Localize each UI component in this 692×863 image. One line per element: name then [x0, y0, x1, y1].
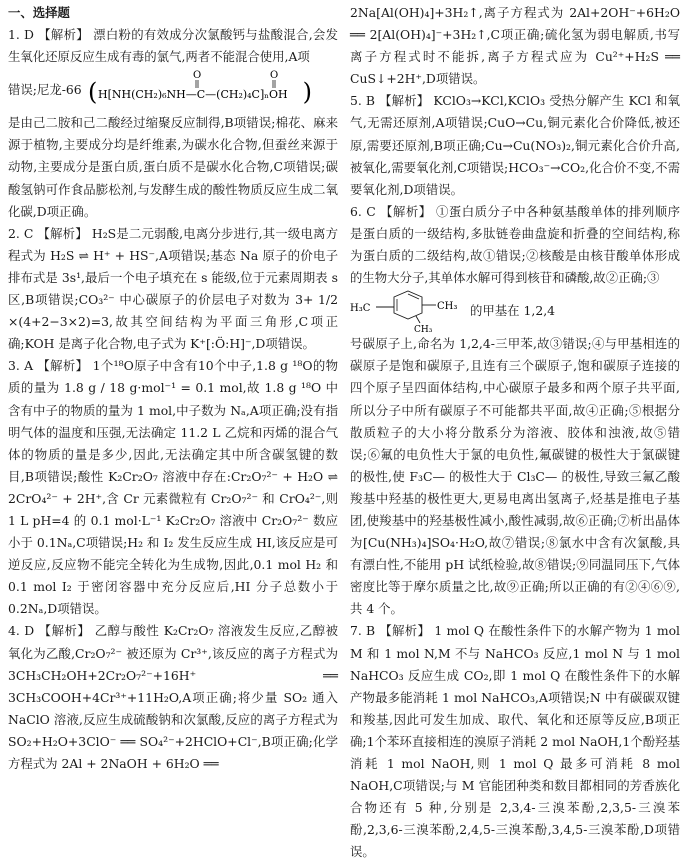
answer-4: 4. D 【解析】 乙醇与酸性 K₂Cr₂O₇ 溶液发生反应,乙醇被氧化为乙酸,Cr₂O₇²⁻ 被还原为 Cr³⁺,该反应的离子方程式为 3CH₃CH₂OH+2Cr₂O₇²⁻+16H⁺ ══ 3CH₃COOH+4Cr³⁺+11H₂O,A项正确;将少量 SO₂ 通入 NaClO 溶液,反应生成硫酸钠和次氯酸,反应的离子方程式为 SO₂+H₂O+3ClO⁻ ══ SO₄²⁻+2HClO+Cl⁻,B项正确;化学方程式为 2Al + 2NaOH + 6H₂O ══	[8, 623, 338, 771]
struct-label-bottom: CH₃	[414, 325, 433, 334]
answer-6-part-a: 6. C 【解析】 ①蛋白质分子中各种氨基酸单体的排列顺序是蛋白质的一级结构,多肽链卷曲盘旋和折叠的空间结构,称为蛋白质的二级结构,故①错误;②核酸是由核苷酸单体形成的生物大分子,其单体水解可得到核苷和磷酸,故②正确;③	[350, 203, 680, 286]
svg-text:H[NH(CH₂)₆NH—C—(CH₂)₄C]ₙOH: H[NH(CH₂)₆NH—C—(CH₂)₄C]ₙOH	[97, 88, 288, 102]
answer-4-continued: 2Na[Al(OH)₄]+3H₂↑,离子方程式为 2Al+2OH⁻+6H₂O ══ 2[Al(OH)₄]⁻+3H₂↑,C项正确;硫化氢为弱电解质,书写离子方程式时不能拆,离子方程式应为 Cu²⁺+H₂S ══ CuS↓+2H⁺,D项错误。	[350, 5, 680, 87]
answer-6-part-c: 号碳原子上,命名为 1,2,4-三甲苯,故③错误;④与甲基相连的碳原子是饱和碳原子,且连有三个碳原子,饱和碳原子连接的四个原子呈四面体结构,中心碳原子最多和两个原子共平面,所以分子中所有碳原子不可能都共平面,故④正确;⑤根据分散质粒子的大小将分散系分为溶液、胶体和浊液,故⑤错误;⑥氟的电负性大于氯的电负性,氟碳键的极性大于氯碳键的极性,使 F₃C— 的极性大于 Cl₃C— 的极性,导致三氟乙酸羧基中羟基的极性更大,更易电离出氢离子,烃基是推电子基团,使羧基中的羟基极性减小,酸性减弱,故⑥正确;⑦析出晶体为[Cu(NH₃)₄]SO₄·H₂O,故⑦错误;⑧氯水中含有次氯酸,具有漂白性,不能用 pH 试纸检验,故⑧错误;⑨同温同压下,气体密度比等于摩尔质量之比,故⑨正确;所以正确的有②④⑥⑨,共 4 个。	[350, 336, 680, 617]
svg-text:O: O	[269, 70, 278, 82]
answer-3: 3. A 【解析】 1个¹⁸O原子中含有10个中子,1.8 g ¹⁸O的物质的量为 1.8 g / 18 g·mol⁻¹ = 0.1 mol,故 1.8 g ¹⁸O 中含有中子的物质的量为 1 mol,中子数为 Nₐ,A项正确;没有指明气体的温度和压强,无法确定 11.2 L 乙烷和丙烯的混合气体的物质的量是多少,因此,无法确定其中所含碳氢键的数目,B项错误;酸性 K₂Cr₂O₇ 溶液中存在:Cr₂O₇²⁻ + H₂O ⇌ 2CrO₄²⁻ + 2H⁺,含 Cr 元素微粒有 Cr₂O₇²⁻ 和 CrO₄²⁻,则 1 L pH=4 的 0.1 mol·L⁻¹ K₂Cr₂O₇ 溶液中 Cr₂O₇²⁻ 数应小于 0.1Nₐ,C项错误;H₂ 和 I₂ 发生反应生成 HI,该反应是可逆反应,反应物不能完全转化为生成物,因此,0.1 mol H₂ 和 0.1 mol I₂ 于密闭容器中充分反应后,HI 分子总数小于 0.2Nₐ,D项错误。	[8, 358, 338, 617]
answer-1-part-c: 是由己二胺和己二酸经过缩聚反应制得,B项错误;棉花、麻来源于植物,主要成分均是纤维素,为碳水化合物,但蚕丝来源于动物,主要成分是蛋白质,蛋白质不是碳水化合物,C项错误;碳酸氢钠可作食品膨松剂,与发酵生成的酸性物质反应生成二氧化碳,D项正确。	[8, 115, 338, 219]
trimethylbenzene-structure	[350, 289, 470, 333]
answer-7: 7. B 【解析】 1 mol Q 在酸性条件下的水解产物为 1 mol M 和 1 mol N,M 不与 NaHCO₃ 反应,1 mol N 与 1 mol NaHCO₃ 反应生成 CO₂,即 1 mol Q 在酸性条件下的水解产物最多能消耗 1 mol NaHCO₃,A项错误;N 中有碳碳双键和羧基,因此可发生加成、取代、氧化和还原等反应,B项正确;1个苯环直接相连的溴原子消耗 2 mol NaOH,1个酚羟基消耗 1 mol NaOH,则 1 mol Q 最多可消耗 8 mol NaOH,C项错误;与 M 官能团种类和数目都相同的芳香族化合物还有 5 种,分别是 2,3,4-三溴苯酚,2,3,5-三溴苯酚,2,3,6-三溴苯酚,2,4,5-三溴苯酚,3,4,5-三溴苯酚,D项错误。	[350, 623, 680, 860]
struct-label-left: H₃C	[350, 303, 371, 315]
svg-text:O: O	[192, 70, 201, 82]
nylon-66-formula-line	[8, 68, 338, 112]
answer-6-part-b: 的甲基在 1,2,4	[470, 303, 556, 319]
left-column	[8, 2, 338, 833]
right-column	[350, 2, 680, 860]
section-title: 一、选择题	[8, 5, 70, 20]
struct-label-right: CH₃	[437, 301, 458, 313]
trimethylbenzene-line	[350, 289, 680, 333]
answer-1-part-b: 错误;尼龙-66	[8, 82, 82, 98]
answer-2: 2. C 【解析】 H₂S是二元弱酸,电离分步进行,其一级电离方程式为 H₂S ⇌ H⁺ + HS⁻,A项错误;基态 Na 原子的价电子排布式是 3s¹,最后一个电子填充在 s 能级,位于元素周期表 s 区,B项错误;CO₃²⁻ 中心碳原子的价层电子对数为 3+ 1/2 ×(4+2−3×2)=3,故其空间结构为平面三角形,C项正确;KOH 是离子化合物,电子式为 K⁺[:Ö:H]⁻,D项错误。	[8, 225, 338, 352]
nylon-66-structure	[86, 68, 318, 112]
svg-text:(: (	[87, 78, 98, 107]
answer-1-part-a: 1. D 【解析】 漂白粉的有效成分次氯酸钙与盐酸混合,会发生氧化还原反应生成有毒的氯气,两者不能混合使用,A项	[8, 27, 338, 65]
svg-text:): )	[302, 78, 312, 107]
answer-5: 5. B 【解析】 KClO₃→KCl,KClO₃ 受热分解产生 KCl 和氧气,无需还原剂,A项错误;CuO→Cu,铜元素化合价降低,被还原,需要还原剂,B项正确;Cu→Cu(NO₃)₂,铜元素化合价升高,被氧化,需要氧化剂,C项错误;HCO₃⁻→CO₂,化合价不变,不需要氧化剂,D项错误。	[350, 93, 680, 197]
